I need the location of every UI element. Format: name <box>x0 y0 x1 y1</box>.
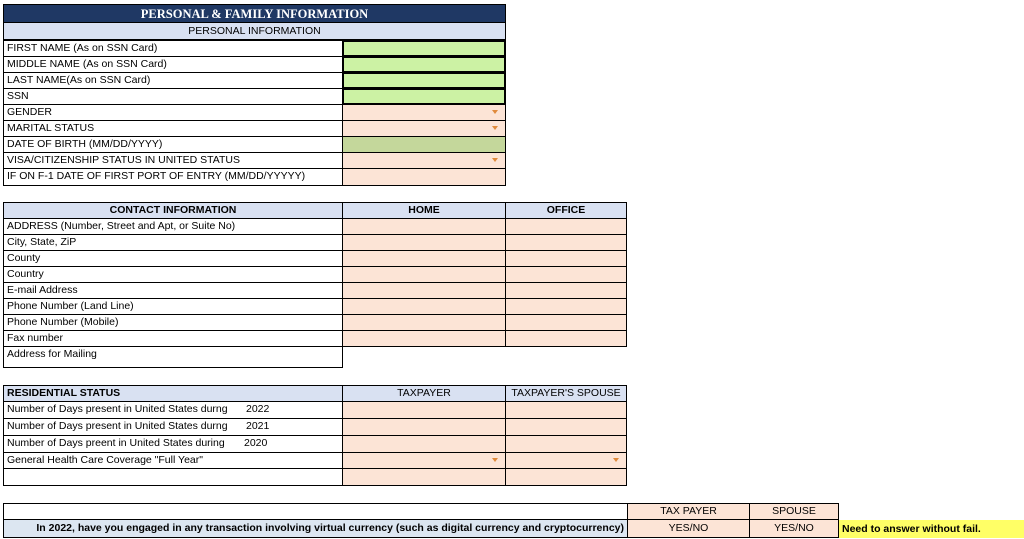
residential-row <box>3 401 343 419</box>
virtual-header-blank <box>3 503 628 520</box>
residential-row <box>3 418 343 436</box>
virtual-col-taxpayer: TAX PAYER <box>627 503 750 520</box>
personal-label-ssn: SSN <box>3 88 343 105</box>
residential-extra-spouse-input[interactable] <box>505 468 627 486</box>
contact-header: CONTACT INFORMATION <box>3 202 343 219</box>
days-2022-taxpayer-input[interactable] <box>342 401 506 419</box>
landline-home-input[interactable] <box>342 298 506 315</box>
first-name-input[interactable] <box>342 40 506 57</box>
virtual-spouse-answer[interactable]: YES/NO <box>749 519 839 538</box>
days-2020-spouse-input[interactable] <box>505 435 627 453</box>
residential-year: 2022 <box>246 403 270 415</box>
residential-col-spouse: TAXPAYER'S SPOUSE <box>505 385 627 402</box>
virtual-question: In 2022, have you engaged in any transaction involving virtual currency (such as digital currency and cryptocurrency) <box>3 519 628 538</box>
virtual-taxpayer-answer[interactable]: YES/NO <box>627 519 750 538</box>
residential-label: Number of Days present in United States durng <box>7 420 228 432</box>
residential-col-taxpayer: TAXPAYER <box>342 385 506 402</box>
days-2020-taxpayer-input[interactable] <box>342 435 506 453</box>
residential-label: Number of Days present in United States durng <box>7 403 228 415</box>
last-name-input[interactable] <box>342 72 506 89</box>
residential-extra-taxpayer-input[interactable] <box>342 468 506 486</box>
residential-year: 2020 <box>244 437 268 449</box>
contact-label-mailing: Address for Mailing <box>3 346 343 368</box>
county-office-input[interactable] <box>505 250 627 267</box>
address-office-input[interactable] <box>505 218 627 235</box>
email-office-input[interactable] <box>505 282 627 299</box>
landline-office-input[interactable] <box>505 298 627 315</box>
virtual-note: Need to answer without fail. <box>839 520 1024 538</box>
contact-label-landline: Phone Number (Land Line) <box>3 298 343 315</box>
residential-row <box>3 435 343 453</box>
personal-label-middle-name: MIDDLE NAME (As on SSN Card) <box>3 56 343 73</box>
middle-name-input[interactable] <box>342 56 506 73</box>
virtual-col-spouse: SPOUSE <box>749 503 839 520</box>
fax-home-input[interactable] <box>342 330 506 347</box>
personal-label-f1-entry: IF ON F-1 DATE OF FIRST PORT OF ENTRY (MM/DD/YYYYY) <box>3 168 343 186</box>
contact-label-mobile: Phone Number (Mobile) <box>3 314 343 331</box>
personal-label-gender: GENDER <box>3 104 343 121</box>
country-office-input[interactable] <box>505 266 627 283</box>
city-home-input[interactable] <box>342 234 506 251</box>
personal-label-first-name: FIRST NAME (As on SSN Card) <box>3 40 343 57</box>
residential-label-health: General Health Care Coverage "Full Year" <box>3 452 343 469</box>
f1-entry-date-input[interactable] <box>342 168 506 186</box>
contact-label-fax: Fax number <box>3 330 343 347</box>
contact-col-office: OFFICE <box>505 202 627 219</box>
address-home-input[interactable] <box>342 218 506 235</box>
mobile-office-input[interactable] <box>505 314 627 331</box>
health-taxpayer-select[interactable] <box>342 452 506 469</box>
mobile-home-input[interactable] <box>342 314 506 331</box>
ssn-input[interactable] <box>342 88 506 105</box>
personal-label-dob: DATE OF BIRTH (MM/DD/YYYY) <box>3 136 343 153</box>
personal-label-marital-status: MARITAL STATUS <box>3 120 343 137</box>
contact-label-email: E-mail Address <box>3 282 343 299</box>
gender-select[interactable] <box>342 104 506 121</box>
contact-label-address: ADDRESS (Number, Street and Apt, or Suite No) <box>3 218 343 235</box>
city-office-input[interactable] <box>505 234 627 251</box>
residential-year: 2021 <box>246 420 270 432</box>
days-2021-taxpayer-input[interactable] <box>342 418 506 436</box>
days-2022-spouse-input[interactable] <box>505 401 627 419</box>
personal-label-visa: VISA/CITIZENSHIP STATUS IN UNITED STATUS <box>3 152 343 169</box>
dob-input[interactable] <box>342 136 506 153</box>
health-spouse-select[interactable] <box>505 452 627 469</box>
personal-subtitle: PERSONAL INFORMATION <box>3 22 506 40</box>
visa-status-select[interactable] <box>342 152 506 169</box>
fax-office-input[interactable] <box>505 330 627 347</box>
personal-title: PERSONAL & FAMILY INFORMATION <box>3 4 506 23</box>
contact-col-home: HOME <box>342 202 506 219</box>
residential-empty-row <box>3 468 343 486</box>
contact-label-county: County <box>3 250 343 267</box>
days-2021-spouse-input[interactable] <box>505 418 627 436</box>
contact-label-city: City, State, ZiP <box>3 234 343 251</box>
country-home-input[interactable] <box>342 266 506 283</box>
contact-label-country: Country <box>3 266 343 283</box>
personal-label-last-name: LAST NAME(As on SSN Card) <box>3 72 343 89</box>
email-home-input[interactable] <box>342 282 506 299</box>
residential-label: Number of Days preent in United States during <box>7 437 225 449</box>
marital-status-select[interactable] <box>342 120 506 137</box>
county-home-input[interactable] <box>342 250 506 267</box>
residential-header: RESIDENTIAL STATUS <box>3 385 343 402</box>
